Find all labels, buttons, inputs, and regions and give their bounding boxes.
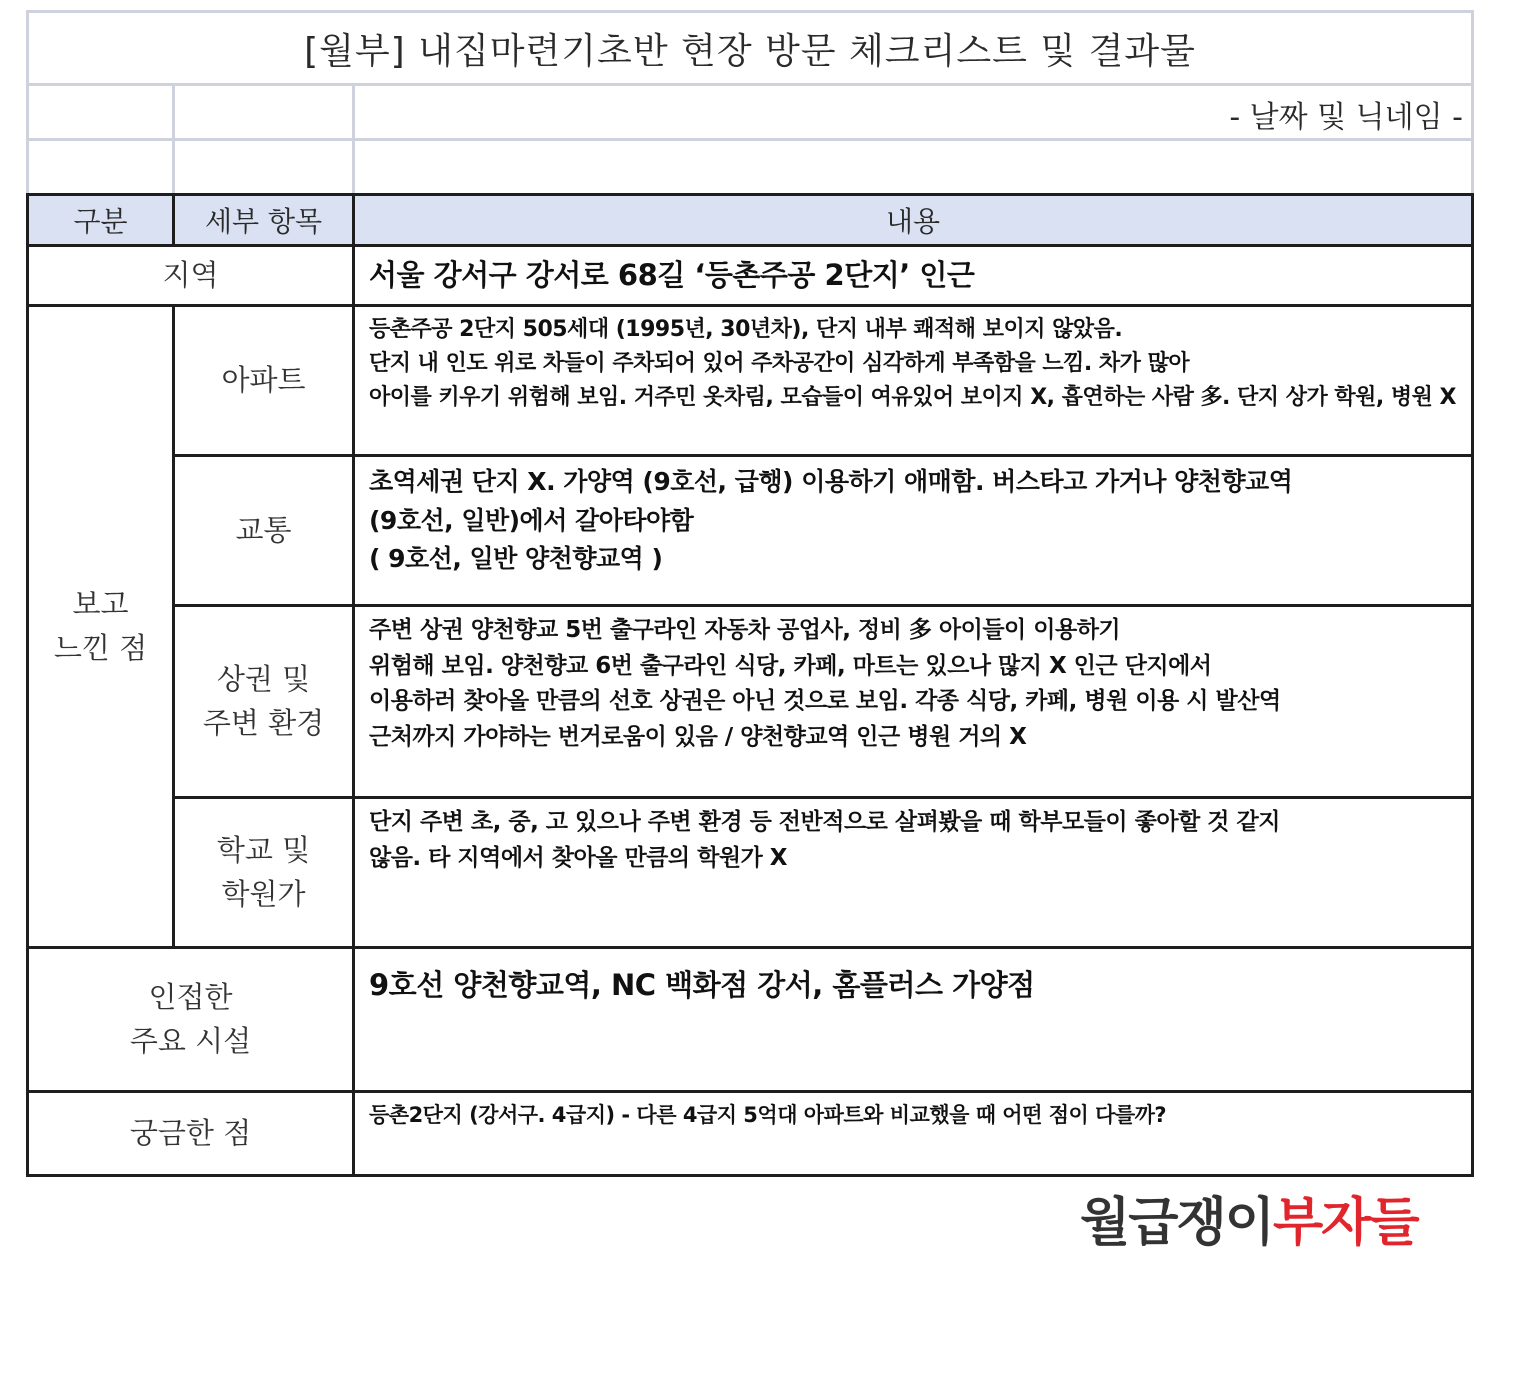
header-content: 내용 xyxy=(354,195,1473,246)
transport-line: ( 9호선, 일반 양천향교역 ) xyxy=(369,544,663,574)
commerce-line: 위험해 보임. 양천향교 6번 출구라인 식당, 카페, 마트는 있으나 많지 X 인근 단지에서 xyxy=(369,652,1212,679)
transport-line: (9호선, 일반)에서 갈아타야함 xyxy=(369,505,694,535)
impressions-label-line1: 보고 xyxy=(72,586,129,621)
sheet-title: [월부] 내집마련기초반 현장 방문 체크리스트 및 결과물 xyxy=(26,10,1474,83)
facilities-label xyxy=(28,947,354,1091)
facilities-row xyxy=(28,947,1473,1091)
commerce-label-line1: 상권 및 xyxy=(216,661,311,696)
meta-cell-date xyxy=(355,86,1471,138)
commerce-label-line2: 주변 환경 xyxy=(202,706,325,741)
region-row xyxy=(28,246,1473,306)
meta-cell-empty-2 xyxy=(175,86,355,138)
transport-content xyxy=(354,455,1473,605)
transport-line: 초역세권 단지 X. 가양역 (9호선, 급행) 이용하기 애매함. 버스타고 가거나 양천향교역 xyxy=(369,466,1293,496)
transport-label: 교통 xyxy=(174,455,354,605)
region-content: 서울 강서구 강서로 68길 ‘등촌주공 2단지’ 인근 xyxy=(354,246,1473,306)
facilities-content: 9호선 양천향교역, NC 백화점 강서, 홈플러스 가양점 xyxy=(354,947,1473,1091)
meta-cell-empty-1 xyxy=(29,86,175,138)
school-label-line1: 학교 및 xyxy=(216,832,311,867)
facilities-label-line2: 주요 시설 xyxy=(129,1024,252,1059)
commerce-line: 이용하러 찾아올 만큼의 선호 상권은 아닌 것으로 보임. 각종 식당, 카페, 병원 이용 시 발산역 xyxy=(369,688,1281,715)
school-line: 않음. 타 지역에서 찾아올 만큼의 학원가 X xyxy=(369,844,788,871)
facilities-label-line1: 인접한 xyxy=(148,979,233,1014)
questions-label: 궁금한 점 xyxy=(28,1091,354,1175)
school-label-line2: 학원가 xyxy=(221,877,306,912)
apartment-row xyxy=(28,305,1473,455)
commerce-label xyxy=(174,605,354,797)
commerce-content xyxy=(354,605,1473,797)
commerce-line: 근처까지 가야하는 번거로움이 있음 / 양천향교역 인근 병원 거의 X xyxy=(369,723,1027,750)
apartment-line: 아이를 키우기 위험해 보임. 거주민 옷차림, 모습들이 여유있어 보이지 X, 흡연하는 사람 多. 단지 상가 학원, 병원 X xyxy=(369,385,1457,411)
table-header-row xyxy=(28,195,1473,246)
school-content xyxy=(354,797,1473,947)
brand-logo xyxy=(1080,1180,1418,1255)
region-label: 지역 xyxy=(28,246,354,306)
logo-text-part2: 부자들 xyxy=(1272,1193,1418,1253)
meta-row-1 xyxy=(26,83,1474,138)
header-category: 구분 xyxy=(28,195,174,246)
apartment-content xyxy=(354,305,1473,455)
checklist-sheet xyxy=(26,10,1474,1177)
questions-content: 등촌2단지 (강서구. 4급지) - 다른 4급지 5억대 아파트와 비교했을 때 어떤 점이 다를까? xyxy=(354,1091,1473,1175)
meta-row-2 xyxy=(26,138,1474,193)
apartment-line: 단지 내 인도 위로 차들이 주차되어 있어 주차공간이 심각하게 부족함을 느낌. 차가 많아 xyxy=(369,351,1190,377)
checklist-table xyxy=(26,193,1474,1177)
commerce-line: 주변 상권 양천향교 5번 출구라인 자동차 공업사, 정비 多 아이들이 이용하기 xyxy=(369,616,1121,643)
header-detail: 세부 항목 xyxy=(174,195,354,246)
apartment-line: 등촌주공 2단지 505세대 (1995년, 30년차), 단지 내부 쾌적해 보이지 않았음. xyxy=(369,316,1123,342)
meta-cell-empty-3 xyxy=(29,141,175,193)
meta-cell-empty-4 xyxy=(175,141,355,193)
date-nickname-label: - 날짜 및 닉네임 - xyxy=(1229,100,1463,135)
commerce-row xyxy=(28,605,1473,797)
school-row xyxy=(28,797,1473,947)
questions-row xyxy=(28,1091,1473,1175)
meta-cell-empty-5 xyxy=(355,141,1471,193)
logo-text-part1: 월급쟁이 xyxy=(1080,1193,1273,1253)
school-label xyxy=(174,797,354,947)
school-line: 단지 주변 초, 중, 고 있으나 주변 환경 등 전반적으로 살펴봤을 때 학부모들이 좋아할 것 같지 xyxy=(369,808,1280,835)
impressions-label xyxy=(28,305,174,947)
transport-row xyxy=(28,455,1473,605)
apartment-label: 아파트 xyxy=(174,305,354,455)
impressions-label-line2: 느낀 점 xyxy=(53,631,148,666)
